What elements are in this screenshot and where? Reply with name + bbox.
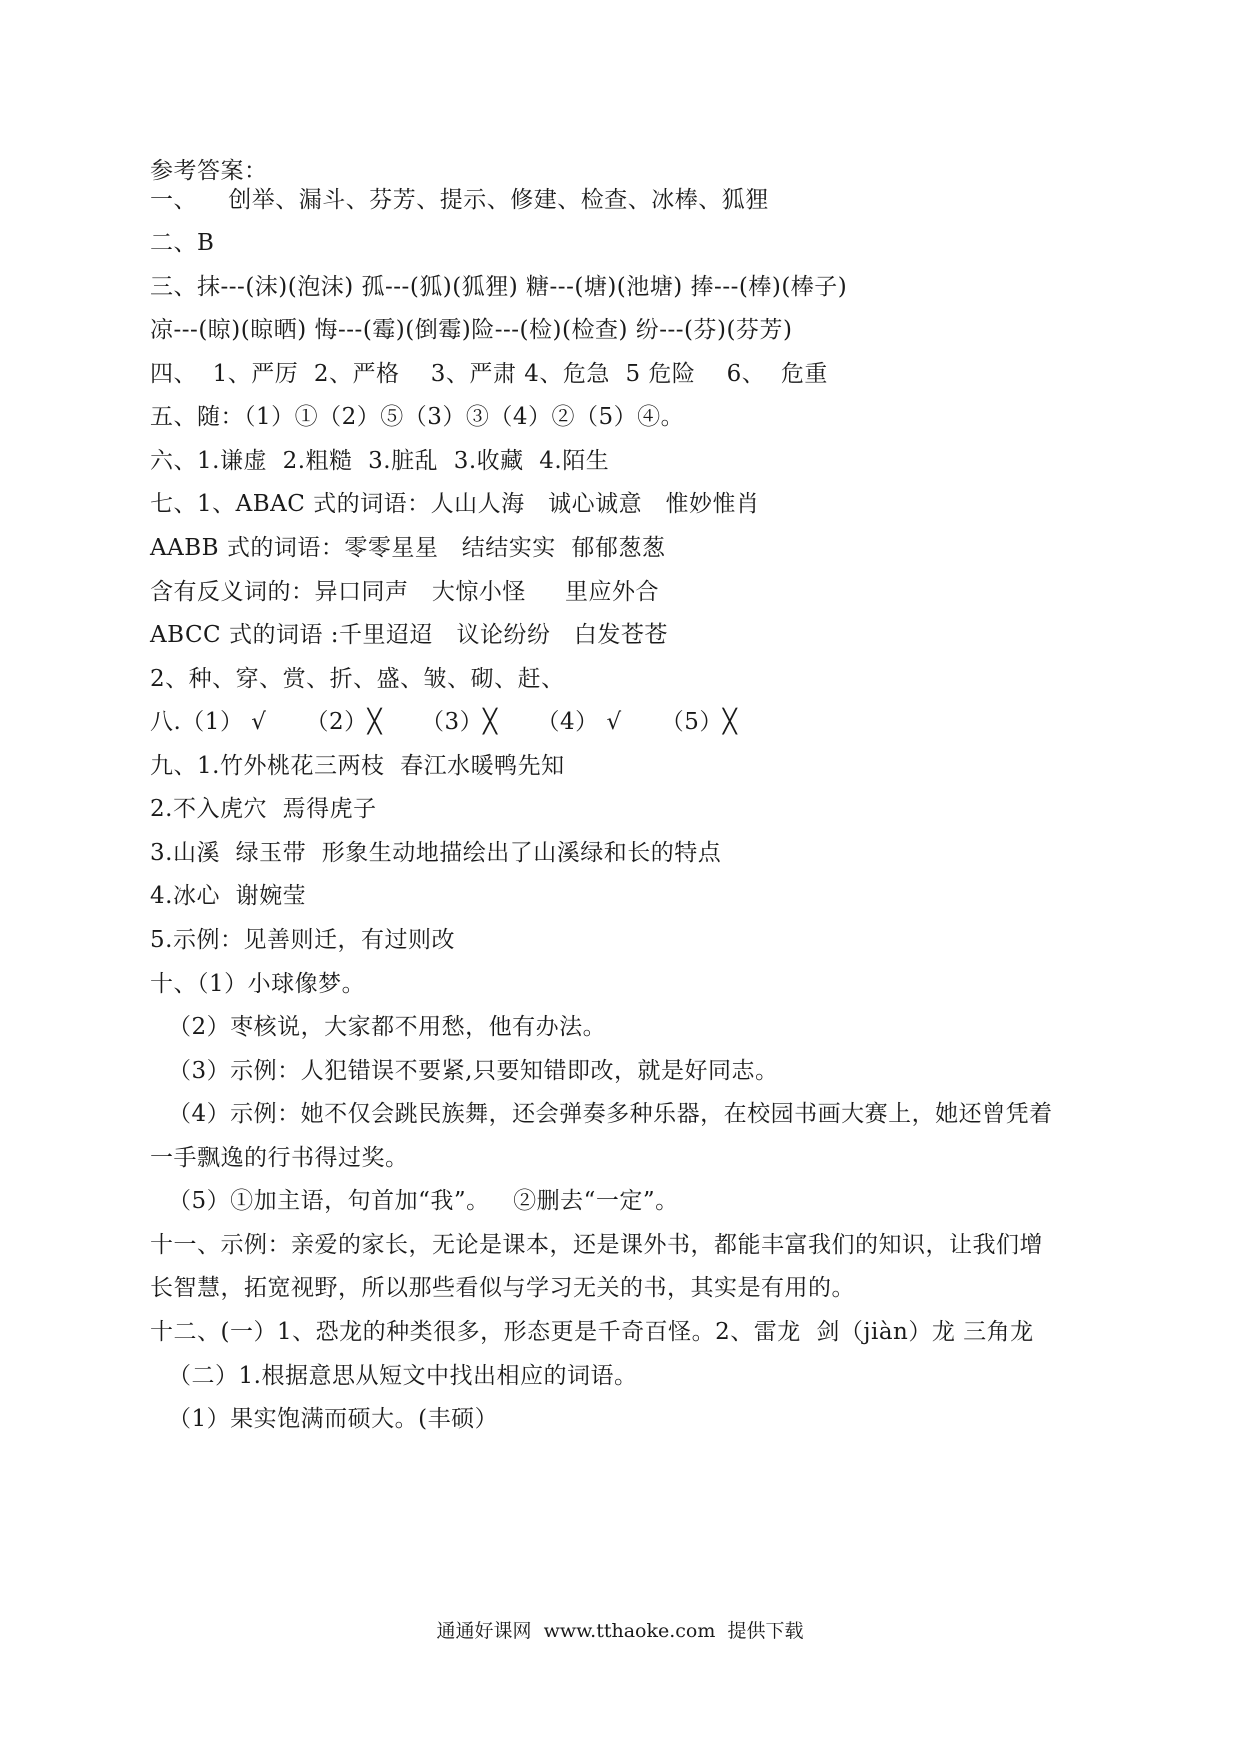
answer-line: 4.冰心 谢婉莹 <box>150 883 307 909</box>
answer-line: 一手飘逸的行书得过奖。 <box>150 1145 409 1171</box>
answer-line: 二、B <box>150 230 215 256</box>
answer-line: 一、 创举、漏斗、芬芳、提示、修建、检查、冰棒、狐狸 <box>150 187 769 213</box>
answer-line: 凉---(晾)(晾晒) 悔---(霉)(倒霉)险---(检)(检查) 纷---(芬)(芬芳) <box>150 317 793 343</box>
answer-line: 四、 1、严厉 2、严格 3、严肃 4、危急 5 危险 6、 危重 <box>150 361 828 387</box>
answer-title: 参考答案： <box>150 158 268 184</box>
answer-line: AABB 式的词语：零零星星 结结实实 郁郁葱葱 <box>150 535 666 561</box>
answer-line: 2、种、穿、赏、折、盛、皱、砌、赶、 <box>150 666 565 692</box>
answer-line: 五、随：（1）①（2）⑤（3）③（4）②（5）④。 <box>150 404 685 430</box>
answer-line: 2.不入虎穴 焉得虎子 <box>150 796 377 822</box>
answer-line: （2）枣核说，大家都不用愁，他有办法。 <box>168 1014 607 1040</box>
answer-line: 3.山溪 绿玉带 形象生动地描绘出了山溪绿和长的特点 <box>150 840 722 866</box>
answer-line: （3）示例：人犯错误不要紧,只要知错即改，就是好同志。 <box>168 1058 779 1084</box>
answer-line: （1）果实饱满而硕大。(丰硕） <box>168 1406 499 1432</box>
answer-line: 八.（1） √ （2）╳ （3）╳ （4） √ （5）╳ <box>150 709 738 735</box>
answer-line: 九、1.竹外桃花三两枝 春江水暖鸭先知 <box>150 753 565 779</box>
answer-line: 十一、示例：亲爱的家长，无论是课本，还是课外书，都能丰富我们的知识，让我们增 <box>150 1232 1043 1258</box>
footer-source-note: 通通好课网 www.tthaoke.com 提供下载 <box>436 1620 804 1642</box>
answer-line: 5.示例：见善则迁，有过则改 <box>150 927 455 953</box>
answer-line: 十、（1）小球像梦。 <box>150 971 366 997</box>
answer-line: 七、1、ABAC 式的词语：人山人海 诚心诚意 惟妙惟肖 <box>150 491 760 517</box>
answer-line: 十二、(一）1、恐龙的种类很多，形态更是千奇百怪。2、雷龙 剑（jiàn）龙 三角龙 <box>150 1319 1034 1345</box>
answer-line: 六、1.谦虚 2.粗糙 3.脏乱 3.收藏 4.陌生 <box>150 448 610 474</box>
answer-line: ABCC 式的词语 :千里迢迢 议论纷纷 白发苍苍 <box>150 622 668 648</box>
answer-line: 三、抹---(沫)(泡沫) 孤---(狐)(狐狸) 糖---(塘)(池塘) 捧---(棒)(棒子) <box>150 274 848 300</box>
answer-line: （5）①加主语，句首加“我”。 ②删去“一定”。 <box>168 1188 679 1214</box>
answer-line: （4）示例：她不仅会跳民族舞，还会弹奏多种乐器，在校园书画大赛上，她还曾凭着 <box>168 1101 1053 1127</box>
answer-line: 含有反义词的：异口同声 大惊小怪 里应外合 <box>150 579 659 605</box>
answer-line: （二）1.根据意思从短文中找出相应的词语。 <box>168 1363 638 1389</box>
answer-line: 长智慧，拓宽视野，所以那些看似与学习无关的书，其实是有用的。 <box>150 1275 855 1301</box>
